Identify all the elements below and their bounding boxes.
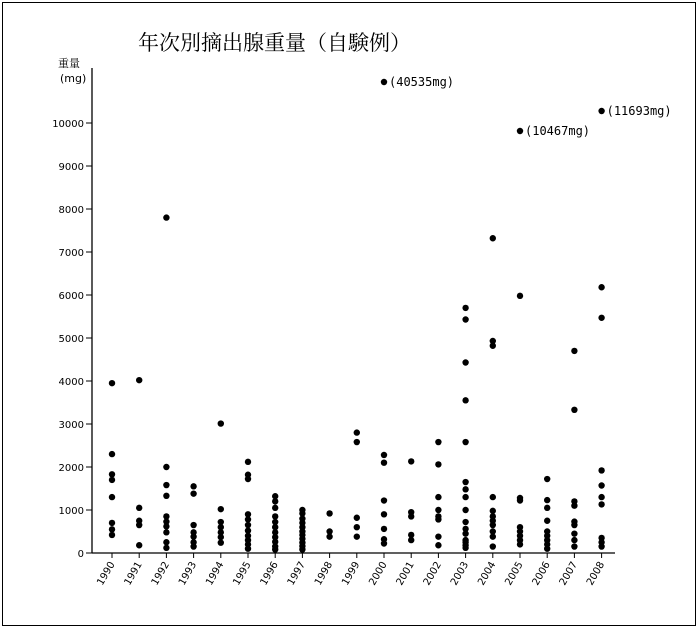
data-point bbox=[163, 523, 169, 529]
y-tick-label: 0 bbox=[77, 549, 84, 560]
data-point bbox=[272, 513, 278, 519]
data-point bbox=[598, 482, 604, 488]
data-point bbox=[571, 530, 577, 536]
x-tick-label: 2008 bbox=[584, 560, 608, 588]
x-ticks bbox=[95, 553, 607, 588]
data-point bbox=[354, 439, 360, 445]
data-point bbox=[272, 505, 278, 511]
data-point bbox=[408, 537, 414, 543]
outlier-point bbox=[517, 128, 523, 134]
data-point bbox=[245, 516, 251, 522]
data-point bbox=[490, 494, 496, 500]
chart-title: 年次別摘出腺重量（自験例） bbox=[138, 31, 411, 55]
x-tick-label: 2000 bbox=[367, 560, 390, 588]
data-point bbox=[109, 526, 115, 532]
data-point bbox=[381, 460, 387, 466]
x-tick-label: 1999 bbox=[340, 560, 363, 588]
data-point bbox=[462, 507, 468, 513]
x-tick-label: 2002 bbox=[421, 560, 444, 588]
data-point bbox=[245, 459, 251, 465]
data-point bbox=[381, 452, 387, 458]
data-point bbox=[462, 530, 468, 536]
data-point bbox=[136, 542, 142, 548]
data-point bbox=[598, 315, 604, 321]
x-tick-label: 1997 bbox=[285, 560, 308, 588]
data-point bbox=[245, 522, 251, 528]
x-tick-label: 2003 bbox=[448, 560, 472, 588]
data-point bbox=[245, 476, 251, 482]
data-point bbox=[109, 520, 115, 526]
y-tick-label: 10000 bbox=[52, 119, 84, 130]
data-point bbox=[517, 541, 523, 547]
data-point bbox=[435, 542, 441, 548]
y-axis-unit: (mg) bbox=[60, 72, 87, 85]
data-point bbox=[544, 505, 550, 511]
data-point bbox=[598, 284, 604, 290]
data-point bbox=[598, 501, 604, 507]
data-point bbox=[218, 539, 224, 545]
data-point bbox=[462, 316, 468, 322]
data-point bbox=[163, 545, 169, 551]
y-tick-label: 6000 bbox=[58, 291, 84, 302]
y-tick-label: 8000 bbox=[58, 205, 84, 216]
data-point bbox=[299, 546, 305, 552]
data-point bbox=[435, 516, 441, 522]
data-point bbox=[490, 522, 496, 528]
data-point bbox=[163, 529, 169, 535]
data-point bbox=[462, 305, 468, 311]
data-point bbox=[109, 471, 115, 477]
outlier-point bbox=[381, 79, 387, 85]
data-point bbox=[354, 533, 360, 539]
data-point bbox=[544, 476, 550, 482]
y-tick-label: 2000 bbox=[58, 463, 84, 474]
data-point bbox=[190, 522, 196, 528]
data-point bbox=[109, 380, 115, 386]
data-point bbox=[544, 546, 550, 552]
data-point bbox=[326, 510, 332, 516]
data-point bbox=[544, 518, 550, 524]
x-tick-label: 2006 bbox=[530, 560, 553, 588]
x-tick-label: 1995 bbox=[231, 560, 254, 588]
data-point bbox=[571, 537, 577, 543]
data-point bbox=[272, 546, 278, 552]
data-point bbox=[109, 451, 115, 457]
data-point bbox=[136, 522, 142, 528]
x-tick-label: 2004 bbox=[476, 560, 499, 588]
data-point bbox=[598, 467, 604, 473]
outlier-label: (11693mg) bbox=[606, 104, 672, 118]
data-point bbox=[190, 483, 196, 489]
data-point bbox=[435, 439, 441, 445]
data-point bbox=[490, 235, 496, 241]
data-point bbox=[598, 494, 604, 500]
data-point bbox=[571, 543, 577, 549]
data-point bbox=[435, 494, 441, 500]
data-point bbox=[326, 533, 332, 539]
axes bbox=[92, 68, 615, 553]
y-tick-label: 3000 bbox=[58, 420, 84, 431]
data-point bbox=[571, 522, 577, 528]
data-point bbox=[190, 533, 196, 539]
data-point bbox=[163, 493, 169, 499]
data-point bbox=[490, 343, 496, 349]
data-point bbox=[354, 515, 360, 521]
data-point bbox=[354, 524, 360, 530]
x-tick-label: 1991 bbox=[122, 560, 145, 588]
data-point bbox=[381, 511, 387, 517]
data-point bbox=[462, 545, 468, 551]
y-ticks bbox=[52, 119, 92, 560]
data-point bbox=[517, 293, 523, 299]
data-point bbox=[571, 407, 577, 413]
data-point bbox=[517, 497, 523, 503]
data-point bbox=[462, 479, 468, 485]
data-point bbox=[462, 519, 468, 525]
data-point bbox=[190, 543, 196, 549]
data-point bbox=[462, 359, 468, 365]
data-point bbox=[544, 497, 550, 503]
y-tick-label: 9000 bbox=[58, 162, 84, 173]
data-point bbox=[462, 494, 468, 500]
outlier-label: (10467mg) bbox=[525, 124, 591, 138]
data-point bbox=[272, 498, 278, 504]
x-tick-label: 1994 bbox=[204, 560, 227, 588]
x-tick-label: 2007 bbox=[557, 560, 580, 588]
y-tick-label: 5000 bbox=[58, 334, 84, 345]
x-tick-label: 1996 bbox=[258, 560, 281, 588]
data-point bbox=[218, 534, 224, 540]
outlier-label: (40535mg) bbox=[389, 75, 455, 89]
data-point bbox=[435, 507, 441, 513]
data-point bbox=[163, 539, 169, 545]
outlier-point bbox=[598, 108, 604, 114]
data-point bbox=[462, 439, 468, 445]
data-point bbox=[163, 214, 169, 220]
data-point bbox=[490, 508, 496, 514]
data-point bbox=[109, 532, 115, 538]
data-point bbox=[381, 526, 387, 532]
data-points bbox=[109, 214, 605, 552]
data-point bbox=[408, 458, 414, 464]
data-point bbox=[435, 461, 441, 467]
y-tick-label: 1000 bbox=[58, 506, 84, 517]
data-point bbox=[218, 506, 224, 512]
data-point bbox=[109, 477, 115, 483]
x-tick-label: 2005 bbox=[503, 560, 526, 588]
y-axis-label: 重量 bbox=[58, 57, 80, 70]
data-point bbox=[190, 490, 196, 496]
data-point bbox=[381, 540, 387, 546]
data-point bbox=[462, 397, 468, 403]
data-point bbox=[218, 420, 224, 426]
data-point bbox=[109, 494, 115, 500]
x-tick-label: 2001 bbox=[394, 560, 417, 588]
data-point bbox=[408, 513, 414, 519]
x-tick-label: 1993 bbox=[176, 560, 200, 588]
x-tick-label: 1990 bbox=[95, 560, 118, 588]
data-point bbox=[163, 464, 169, 470]
data-point bbox=[490, 543, 496, 549]
data-point bbox=[354, 429, 360, 435]
outlier-annotations bbox=[381, 75, 672, 138]
data-point bbox=[381, 497, 387, 503]
x-tick-label: 1992 bbox=[149, 560, 172, 588]
data-point bbox=[245, 546, 251, 552]
x-tick-label: 1998 bbox=[312, 560, 336, 588]
data-point bbox=[571, 348, 577, 354]
y-tick-label: 7000 bbox=[58, 248, 84, 259]
data-point bbox=[490, 533, 496, 539]
data-point bbox=[462, 486, 468, 492]
data-point bbox=[571, 503, 577, 509]
y-tick-label: 4000 bbox=[58, 377, 84, 388]
data-point bbox=[598, 543, 604, 549]
data-point bbox=[136, 377, 142, 383]
data-point bbox=[136, 505, 142, 511]
data-point bbox=[435, 533, 441, 539]
data-point bbox=[163, 482, 169, 488]
